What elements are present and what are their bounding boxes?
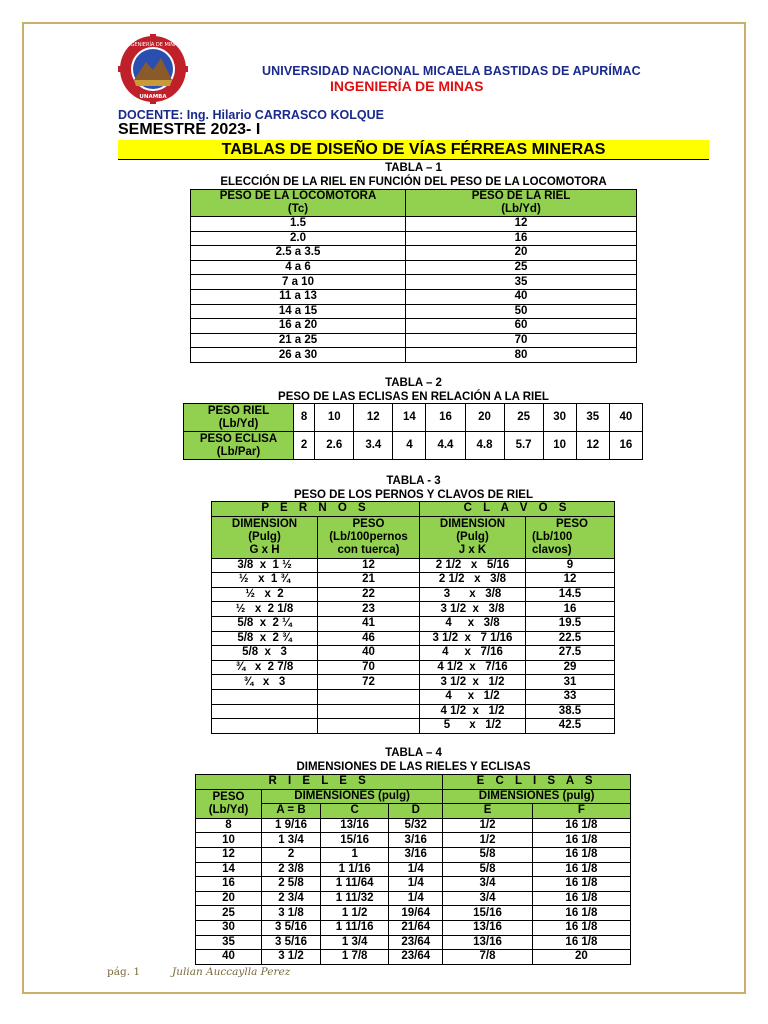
tabla3-h3a: DIMENSION (439, 517, 506, 530)
tabla1-h1b: (Tc) (287, 203, 309, 215)
tabla1-peso-riel: 60 (406, 319, 637, 334)
tabla4-cell: 1/2 (443, 818, 533, 833)
tabla4-cell: 1 11/32 (321, 891, 389, 906)
tabla4-cell: 3 5/16 (262, 920, 321, 935)
tabla3-h4a: PESO (556, 517, 588, 530)
tabla1-peso-riel: 35 (406, 275, 637, 290)
tabla3-clavo-dim: 3 1/2 x 1/2 (420, 675, 526, 690)
tabla3-h3c: J x K (458, 543, 487, 556)
tabla3-perno-peso: 23 (318, 602, 420, 617)
tabla2-label: TABLA – 2 (385, 377, 442, 389)
tabla4-cell: 16 1/8 (532, 891, 630, 906)
tabla3 (211, 501, 615, 734)
logo-text: INGENIERÍA DE MINAS (125, 42, 181, 48)
tabla1-peso-loco: 1.5 (191, 217, 406, 232)
tabla4-cell: 23/64 (389, 935, 443, 950)
table-row (191, 319, 637, 334)
tabla2-eclisa-value: 2.6 (315, 432, 354, 460)
tabla2-riel-value: 10 (315, 404, 354, 432)
tabla4-cell: 2 5/8 (262, 877, 321, 892)
table-row (212, 631, 615, 646)
table-row (212, 602, 615, 617)
tabla2-riel-header (184, 404, 294, 432)
tabla3-clavo-dim: 3 1/2 x 7 1/16 (420, 631, 526, 646)
table-row (196, 877, 631, 892)
table-row (212, 558, 615, 573)
tabla4-cell: 10 (196, 833, 262, 848)
tabla3-clavo-dim: 2 1/2 x 5/16 (420, 558, 526, 573)
main-title: TABLAS DE DISEÑO DE VÍAS FÉRREAS MINERAS (118, 140, 709, 160)
tabla4-cell: 3/16 (389, 833, 443, 848)
tabla3-perno-dim: ½ x 2 1/8 (212, 602, 318, 617)
tabla3-clavo-dim: 5 x 1/2 (420, 719, 526, 734)
tabla4-dim-eclisas: DIMENSIONES (pulg) (443, 789, 631, 804)
tabla3-h4 (526, 516, 615, 558)
tabla4-cell: 30 (196, 920, 262, 935)
table-row (191, 304, 637, 319)
tabla4-peso1: PESO (212, 790, 245, 803)
tabla4-cell: 3 1/8 (262, 906, 321, 921)
tabla3-perno-dim (212, 689, 318, 704)
tabla3-clavo-dim: 2 1/2 x 3/8 (420, 573, 526, 588)
tabla4-cell: 1 9/16 (262, 818, 321, 833)
tabla1-peso-riel: 25 (406, 260, 637, 275)
tabla2-eclisa-value: 10 (543, 432, 576, 460)
tabla1-peso-loco: 21 a 25 (191, 333, 406, 348)
tabla3-clavo-dim: 4 x 7/16 (420, 646, 526, 661)
tabla4-cell: 8 (196, 818, 262, 833)
tabla3-perno-dim: 5/8 x 3 (212, 646, 318, 661)
tabla3-pernos-header: P E R N O S (212, 502, 420, 517)
tabla3-h4c: clavos) (532, 543, 572, 556)
tabla3-clavo-dim: 4 1/2 x 1/2 (420, 704, 526, 719)
tabla3-clavo-peso: 12 (526, 573, 615, 588)
tabla4-col-header: D (389, 804, 443, 819)
tabla4-cell: 2 3/8 (262, 862, 321, 877)
tabla3-perno-dim: ¾ x 2 7/8 (212, 660, 318, 675)
tabla2-eclisa-value: 4.8 (465, 432, 504, 460)
tabla1-peso-loco: 14 a 15 (191, 304, 406, 319)
table-row (212, 587, 615, 602)
tabla4-col-header: E (443, 804, 533, 819)
tabla1-h2a: PESO DE LA RIEL (471, 190, 571, 202)
tabla4-col-header: F (532, 804, 630, 819)
table-row (212, 675, 615, 690)
tabla1-peso-loco: 4 a 6 (191, 260, 406, 275)
tabla2-riel-value: 8 (294, 404, 315, 432)
tabla3-perno-peso (318, 689, 420, 704)
tabla3-h2a: PESO (352, 517, 385, 530)
tabla4-col-header: A = B (262, 804, 321, 819)
tabla4-cell: 2 (262, 847, 321, 862)
tabla4-cell: 5/8 (443, 847, 533, 862)
table-row (212, 689, 615, 704)
tabla3-h3 (420, 516, 526, 558)
tabla2-eclisa-value: 4 (393, 432, 426, 460)
tabla3-perno-peso (318, 704, 420, 719)
tabla2-eclisa-h2: (Lb/Par) (216, 445, 261, 458)
tabla4-cell: 3 1/2 (262, 950, 321, 965)
tabla3-perno-peso: 21 (318, 573, 420, 588)
tabla4-peso-header (196, 789, 262, 818)
tabla4-cell: 1/4 (389, 862, 443, 877)
table-row (196, 950, 631, 965)
tabla1-peso-riel: 16 (406, 231, 637, 246)
tabla1-peso-loco: 11 a 13 (191, 289, 406, 304)
tabla1-peso-loco: 2.5 a 3.5 (191, 246, 406, 261)
tabla2-eclisa-h1: PESO ECLISA (199, 432, 278, 445)
table-row (196, 920, 631, 935)
tabla3-clavo-peso: 31 (526, 675, 615, 690)
tabla4-cell: 1 3/4 (321, 935, 389, 950)
tabla1-label: TABLA – 1 (385, 162, 442, 174)
tabla1-peso-riel: 50 (406, 304, 637, 319)
tabla3-perno-peso (318, 719, 420, 734)
table-row (196, 818, 631, 833)
tabla2-riel-value: 20 (465, 404, 504, 432)
tabla2-eclisa-value: 2 (294, 432, 315, 460)
tabla3-perno-dim: 5/8 x 2 ¾ (212, 631, 318, 646)
tabla4-cell: 3/4 (443, 877, 533, 892)
table-row (191, 246, 637, 261)
tabla4-dim-rieles: DIMENSIONES (pulg) (262, 789, 443, 804)
tabla4-cell: 15/16 (443, 906, 533, 921)
tabla4-cell: 16 1/8 (532, 935, 630, 950)
tabla4-cell: 25 (196, 906, 262, 921)
tabla3-h3b: (Pulg) (456, 530, 489, 543)
tabla2-eclisa-header (184, 432, 294, 460)
tabla3-h4b: (Lb/100 (532, 530, 573, 543)
tabla3-h1 (212, 516, 318, 558)
tabla4-cell: 1 1/2 (321, 906, 389, 921)
tabla1-peso-riel: 20 (406, 246, 637, 261)
tabla2-riel-value: 40 (609, 404, 642, 432)
table-row (191, 275, 637, 290)
tabla3-clavo-dim: 4 x 1/2 (420, 689, 526, 704)
tabla3-subtitle: PESO DE LOS PERNOS Y CLAVOS DE RIEL (294, 489, 533, 501)
tabla1-h1a: PESO DE LA LOCOMOTORA (219, 190, 377, 202)
tabla4-subtitle: DIMENSIONES DE LAS RIELES Y ECLISAS (296, 761, 531, 773)
tabla4-cell: 16 (196, 877, 262, 892)
tabla3-perno-peso: 72 (318, 675, 420, 690)
tabla4-rieles-header: R I E L E S (196, 775, 443, 790)
tabla4-eclisas-header: E C L I S A S (443, 775, 631, 790)
table-row (191, 348, 637, 363)
tabla4-cell: 1/2 (443, 833, 533, 848)
tabla1-peso-riel: 80 (406, 348, 637, 363)
tabla2-eclisa-value: 3.4 (354, 432, 393, 460)
tabla4-cell: 1 11/16 (321, 920, 389, 935)
tabla4-cell: 3/16 (389, 847, 443, 862)
tabla3-h1b: (Pulg) (248, 530, 281, 543)
table-row (191, 217, 637, 232)
table-row (191, 333, 637, 348)
tabla3-label: TABLA - 3 (386, 475, 441, 487)
table-row (191, 231, 637, 246)
footer-author: Julian Auccaylla Perez (172, 966, 291, 978)
table-row (196, 891, 631, 906)
tabla4-cell: 1 3/4 (262, 833, 321, 848)
tabla4-cell: 23/64 (389, 950, 443, 965)
tabla4-cell: 1 11/64 (321, 877, 389, 892)
tabla3-perno-dim (212, 719, 318, 734)
tabla4-cell: 16 1/8 (532, 847, 630, 862)
tabla2-riel-value: 25 (504, 404, 543, 432)
tabla4-cell: 20 (532, 950, 630, 965)
tabla1-header-loco (191, 190, 406, 217)
tabla3-clavo-peso: 16 (526, 602, 615, 617)
tabla2-riel-h2: (Lb/Yd) (218, 417, 259, 430)
tabla3-perno-dim: 5/8 x 2 ¼ (212, 616, 318, 631)
tabla2-subtitle: PESO DE LAS ECLISAS EN RELACIÓN A LA RIEL (278, 391, 549, 403)
tabla4-cell: 12 (196, 847, 262, 862)
tabla4-cell: 14 (196, 862, 262, 877)
tabla3-clavo-dim: 4 x 3/8 (420, 616, 526, 631)
tabla3-h2c: con tuerca) (337, 543, 400, 556)
tabla2-riel-value: 16 (426, 404, 465, 432)
tabla2 (183, 403, 643, 460)
tabla4-cell: 13/16 (321, 818, 389, 833)
tabla3-perno-peso: 70 (318, 660, 420, 675)
tabla3-clavo-peso: 33 (526, 689, 615, 704)
tabla4-cell: 1 (321, 847, 389, 862)
tabla1-h2b: (Lb/Yd) (501, 203, 541, 215)
tabla4-cell: 40 (196, 950, 262, 965)
tabla1-peso-riel: 70 (406, 333, 637, 348)
tabla1-subtitle: ELECCIÓN DE LA RIEL EN FUNCIÓN DEL PESO DE LA LOCOMOTORA (220, 176, 607, 188)
tabla4-cell: 16 1/8 (532, 877, 630, 892)
tabla2-eclisa-value: 12 (576, 432, 609, 460)
tabla4-cell: 16 1/8 (532, 833, 630, 848)
tabla1 (190, 189, 637, 363)
table-row (196, 847, 631, 862)
tabla2-riel-value: 30 (543, 404, 576, 432)
tabla3-h1c: G x H (249, 543, 280, 556)
tabla4-cell: 3 5/16 (262, 935, 321, 950)
tabla4-cell: 2 3/4 (262, 891, 321, 906)
tabla3-clavo-dim: 3 x 3/8 (420, 587, 526, 602)
tabla4-cell: 16 1/8 (532, 862, 630, 877)
table-row (212, 660, 615, 675)
tabla4-cell: 13/16 (443, 920, 533, 935)
tabla4-cell: 19/64 (389, 906, 443, 921)
logo-bottom-text: UNAMBA (139, 94, 167, 100)
tabla2-riel-h1: PESO RIEL (207, 404, 270, 417)
tabla3-perno-peso: 41 (318, 616, 420, 631)
tabla4-cell: 16 1/8 (532, 818, 630, 833)
tabla2-eclisa-value: 4.4 (426, 432, 465, 460)
table-row (196, 833, 631, 848)
table-row (212, 646, 615, 661)
table-row (212, 719, 615, 734)
tabla3-perno-dim: ¾ x 3 (212, 675, 318, 690)
tabla2-eclisa-value: 5.7 (504, 432, 543, 460)
tabla3-clavo-peso: 19.5 (526, 616, 615, 631)
tabla3-clavo-peso: 27.5 (526, 646, 615, 661)
tabla4-cell: 5/32 (389, 818, 443, 833)
tabla3-h1a: DIMENSION (231, 517, 298, 530)
tabla4-cell: 7/8 (443, 950, 533, 965)
docente-line: DOCENTE: Ing. Hilario CARRASCO KOLQUE (118, 108, 384, 122)
tabla4-cell: 15/16 (321, 833, 389, 848)
tabla1-header-riel (406, 190, 637, 217)
table-row (191, 260, 637, 275)
tabla3-perno-dim: 3/8 x 1 ½ (212, 558, 318, 573)
tabla2-riel-value: 14 (393, 404, 426, 432)
tabla4-cell: 16 1/8 (532, 920, 630, 935)
table-row (212, 704, 615, 719)
tabla2-riel-value: 35 (576, 404, 609, 432)
table-row (196, 906, 631, 921)
tabla4-peso2: (Lb/Yd) (208, 803, 249, 816)
semestre-line: SEMESTRE 2023- I (118, 121, 261, 138)
university-name: UNIVERSIDAD NACIONAL MICAELA BASTIDAS DE APURÍMAC (262, 64, 641, 78)
tabla3-clavos-header: C L A V O S (420, 502, 615, 517)
tabla1-peso-loco: 2.0 (191, 231, 406, 246)
tabla3-clavo-peso: 29 (526, 660, 615, 675)
tabla4 (195, 774, 631, 965)
tabla3-h2b: (Lb/100pernos (329, 530, 408, 543)
tabla3-clavo-dim: 4 1/2 x 7/16 (420, 660, 526, 675)
tabla1-peso-loco: 16 a 20 (191, 319, 406, 334)
tabla4-cell: 1 1/16 (321, 862, 389, 877)
tabla3-perno-peso: 12 (318, 558, 420, 573)
tabla4-cell: 35 (196, 935, 262, 950)
tabla2-riel-value: 12 (354, 404, 393, 432)
tabla3-perno-dim (212, 704, 318, 719)
tabla4-label: TABLA – 4 (385, 747, 442, 759)
tabla3-clavo-peso: 38.5 (526, 704, 615, 719)
university-logo (118, 34, 188, 104)
table-row (212, 616, 615, 631)
tabla4-cell: 20 (196, 891, 262, 906)
tabla3-perno-dim: ½ x 1 ¾ (212, 573, 318, 588)
tabla1-peso-loco: 26 a 30 (191, 348, 406, 363)
table-row (212, 573, 615, 588)
tabla3-perno-dim: ½ x 2 (212, 587, 318, 602)
faculty-name: INGENIERÍA DE MINAS (330, 78, 484, 94)
tabla3-clavo-dim: 3 1/2 x 3/8 (420, 602, 526, 617)
tabla3-perno-peso: 46 (318, 631, 420, 646)
tabla1-peso-riel: 12 (406, 217, 637, 232)
tabla4-cell: 13/16 (443, 935, 533, 950)
tabla4-cell: 3/4 (443, 891, 533, 906)
tabla4-col-header: C (321, 804, 389, 819)
table-row (196, 935, 631, 950)
tabla3-clavo-peso: 9 (526, 558, 615, 573)
tabla3-clavo-peso: 22.5 (526, 631, 615, 646)
tabla4-cell: 1/4 (389, 891, 443, 906)
tabla4-cell: 1/4 (389, 877, 443, 892)
tabla3-perno-peso: 22 (318, 587, 420, 602)
tabla4-cell: 1 7/8 (321, 950, 389, 965)
table-row (191, 289, 637, 304)
tabla3-perno-peso: 40 (318, 646, 420, 661)
tabla3-clavo-peso: 14.5 (526, 587, 615, 602)
table-row (196, 862, 631, 877)
tabla4-cell: 5/8 (443, 862, 533, 877)
tabla1-peso-loco: 7 a 10 (191, 275, 406, 290)
tabla1-peso-riel: 40 (406, 289, 637, 304)
tabla3-clavo-peso: 42.5 (526, 719, 615, 734)
tabla4-cell: 21/64 (389, 920, 443, 935)
tabla3-h2 (318, 516, 420, 558)
footer-page: pág. 1 (107, 966, 141, 978)
tabla4-cell: 16 1/8 (532, 906, 630, 921)
tabla2-eclisa-value: 16 (609, 432, 642, 460)
